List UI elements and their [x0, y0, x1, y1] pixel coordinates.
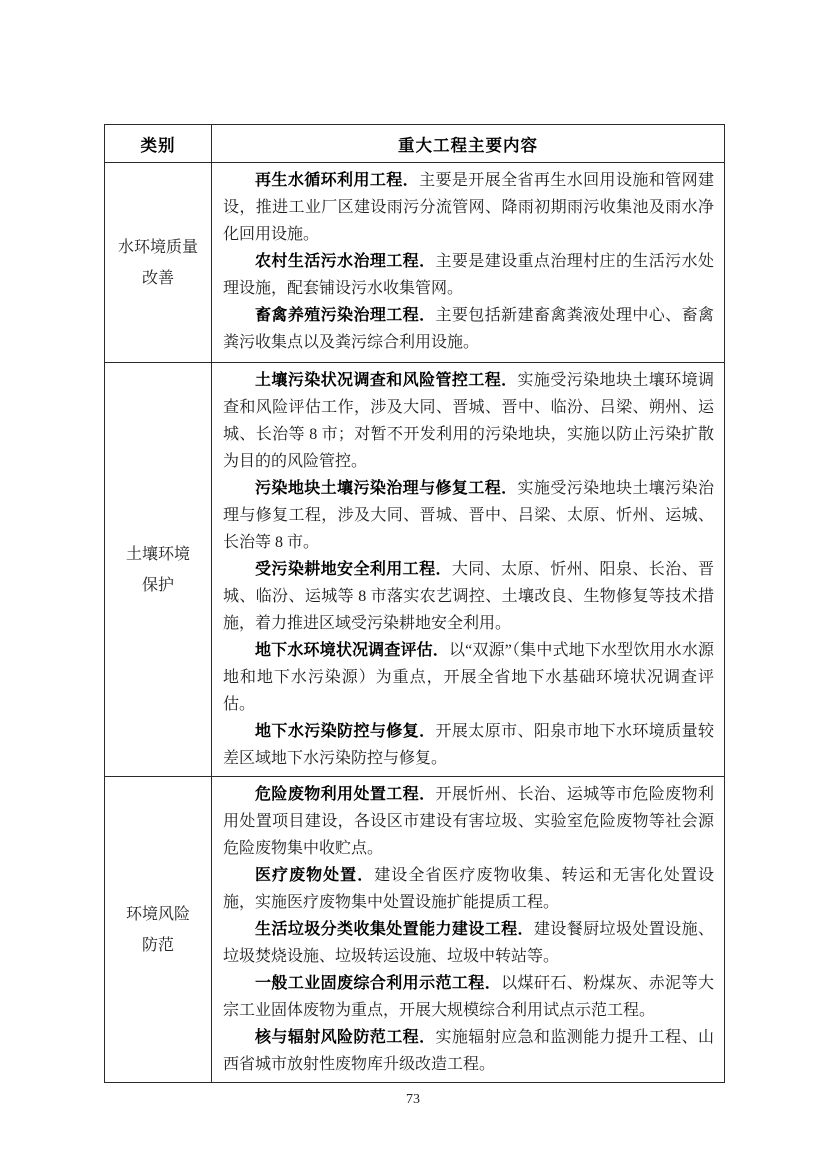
project-paragraph: [223, 248, 714, 302]
category-label-line: 改善: [141, 269, 174, 287]
project-body: 以“双源”（集中式地下水型饮用水水源地和地下水污染源）为重点，开展全省地下水基础环境状况调查评估。: [223, 642, 714, 713]
project-paragraph: [223, 781, 714, 862]
project-paragraph: [223, 718, 714, 772]
project-body: 建设餐厨垃圾处置设施、垃圾焚烧设施、垃圾转运设施、垃圾中转站等。: [223, 921, 714, 965]
project-paragraph: [223, 556, 714, 637]
project-body: 主要是开展全省再生水回用设施和管网建设，推进工业厂区建设雨污分流管网、降雨初期雨污收集池及雨水净化回用设施。: [223, 172, 714, 243]
major-projects-table: [104, 124, 725, 1083]
project-title: 危险废物利用处置工程．: [255, 786, 436, 803]
content-cell: [212, 777, 725, 1083]
table-header-row: [105, 125, 725, 163]
project-paragraph: [223, 367, 714, 475]
project-body: 主要是建设重点治理村庄的生活污水处理设施，配套铺设污水收集管网。: [223, 253, 714, 297]
project-title: 核与辐射风险防范工程．: [255, 1029, 436, 1046]
project-title: 地下水环境状况调查评估．: [255, 642, 449, 659]
project-paragraph: [223, 1024, 714, 1078]
project-body: 开展太原市、阳泉市地下水环境质量较差区域地下水污染防控与修复。: [223, 723, 714, 767]
project-title: 农村生活污水治理工程．: [255, 253, 436, 270]
category-label-line: 保护: [141, 576, 174, 594]
project-title: 医疗废物处置．: [255, 867, 375, 884]
project-title: 一般工业固废综合利用示范工程．: [255, 975, 502, 992]
category-label-line: 防范: [141, 936, 174, 954]
project-title: 地下水污染防控与修复．: [255, 723, 436, 740]
content-cell: [212, 363, 725, 777]
table-row-water-quality: [105, 163, 725, 363]
category-label-line: 土壤环境: [125, 545, 190, 563]
project-title: 受污染耕地安全利用工程．: [255, 561, 452, 578]
project-body: 建设全省医疗废物收集、转运和无害化处置设施，实施医疗废物集中处置设施扩能提质工程。: [223, 867, 714, 911]
table-header-category: 类别: [105, 125, 212, 163]
project-title: 土壤污染状况调查和风险管控工程．: [255, 372, 518, 389]
project-body: 以煤矸石、粉煤灰、赤泥等大宗工业固体废物为重点，开展大规模综合利用试点示范工程。: [223, 975, 714, 1019]
category-label-line: 水环境质量: [117, 238, 198, 256]
project-body: 主要包括新建畜禽粪液处理中心、畜禽粪污收集点以及粪污综合利用设施。: [223, 307, 714, 351]
page-number: 73: [406, 1092, 420, 1107]
category-cell: [105, 363, 212, 777]
project-paragraph: [223, 302, 714, 356]
project-paragraph: [223, 970, 714, 1024]
content-cell: [212, 163, 725, 363]
project-body: 实施受污染地块土壤环境调查和风险评估工作，涉及大同、晋城、晋中、临汾、吕梁、朔州、运城、长治等 8 市；对暂不开发利用的污染地块，实施以防止污染扩散为目的的风险管控。: [223, 372, 714, 470]
project-paragraph: [223, 637, 714, 718]
project-body: 大同、太原、忻州、阳泉、长治、晋城、临汾、运城等 8 市落实农艺调控、土壤改良、生物修复等技术措施，着力推进区域受污染耕地安全利用。: [223, 561, 714, 632]
project-title: 污染地块土壤污染治理与修复工程．: [255, 480, 518, 497]
project-body: 实施受污染地块土壤污染治理与修复工程，涉及大同、晋城、晋中、吕梁、太原、忻州、运城、长治等 8 市。: [223, 480, 714, 551]
table-row-soil-protection: [105, 363, 725, 777]
project-paragraph: [223, 916, 714, 970]
category-label-line: 环境风险: [125, 905, 190, 923]
project-paragraph: [223, 167, 714, 248]
project-paragraph: [223, 862, 714, 916]
category-cell: [105, 163, 212, 363]
table-row-risk-prevention: [105, 777, 725, 1083]
table-header-content: 重大工程主要内容: [212, 125, 725, 163]
project-paragraph: [223, 475, 714, 556]
project-title: 生活垃圾分类收集处置能力建设工程．: [255, 921, 534, 938]
project-title: 再生水循环利用工程．: [255, 172, 420, 189]
project-title: 畜禽养殖污染治理工程．: [255, 307, 436, 324]
project-body: 开展忻州、长治、运城等市危险废物利用处置项目建设，各设区市建设有害垃圾、实验室危险废物等社会源危险废物集中收贮点。: [223, 786, 714, 857]
project-body: 实施辐射应急和监测能力提升工程、山西省城市放射性废物库升级改造工程。: [223, 1029, 714, 1073]
category-cell: [105, 777, 212, 1083]
